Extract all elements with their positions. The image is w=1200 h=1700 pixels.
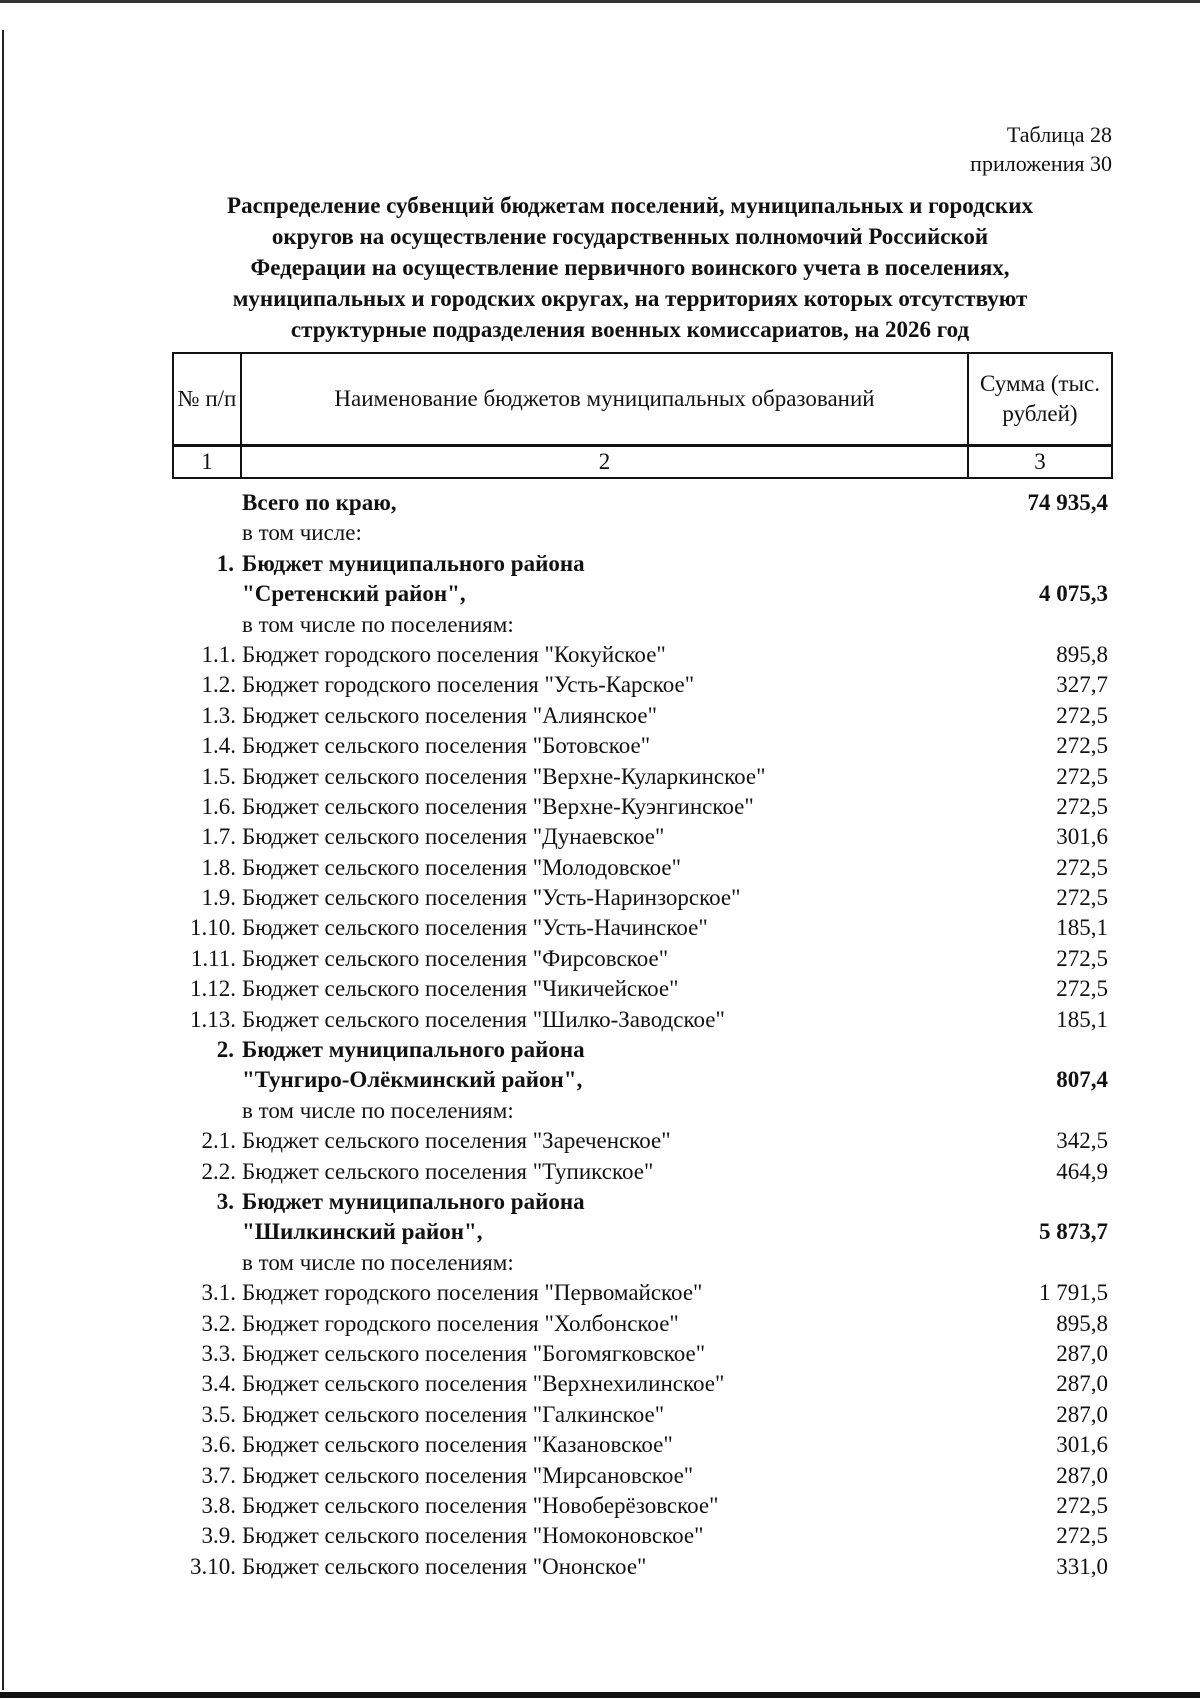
- scan-edge-left: [2, 30, 4, 1690]
- table-row: [172, 701, 1113, 731]
- row-number: 1.12.: [190, 976, 236, 1002]
- row-value: 301,6: [1056, 1432, 1108, 1458]
- row-number: 1.7.: [201, 824, 236, 850]
- row-number: 1.13.: [190, 1006, 236, 1032]
- row-number: 2.1.: [201, 1128, 236, 1154]
- table-row: [172, 853, 1113, 883]
- table-row: [172, 1339, 1113, 1369]
- row-value: 301,6: [1056, 824, 1108, 850]
- row-number: 1.10.: [190, 915, 236, 941]
- row-name: Бюджет городского поселения "Усть-Карское": [242, 672, 695, 698]
- row-number: 3.7.: [201, 1462, 236, 1488]
- header-num-1: 1: [173, 446, 241, 479]
- row-number: 1.4.: [201, 733, 236, 759]
- table-row: [172, 579, 1113, 609]
- row-name: "Сретенский район",: [242, 581, 466, 607]
- table-row: [172, 1065, 1113, 1095]
- table-row: [172, 1430, 1113, 1460]
- row-number: 3.8.: [201, 1492, 236, 1518]
- row-value: 272,5: [1056, 885, 1108, 911]
- header-col-name: Наименование бюджетов муниципальных образований: [241, 353, 968, 446]
- row-name: Бюджет сельского поселения "Верхнехилинское": [242, 1371, 725, 1397]
- row-number: 1.9.: [201, 885, 236, 911]
- row-value: 287,0: [1056, 1371, 1108, 1397]
- row-number: 3.10.: [190, 1553, 236, 1579]
- header-col-sum: Сумма (тыс. рублей): [968, 353, 1112, 446]
- table-row: [172, 1521, 1113, 1551]
- row-value: 272,5: [1056, 976, 1108, 1002]
- row-name: Бюджет сельского поселения "Верхне-Куларкинское": [242, 763, 766, 789]
- row-name: Бюджет сельского поселения "Усть-Начинское": [242, 915, 708, 941]
- row-name: Бюджет сельского поселения "Чикичейское": [242, 976, 679, 1002]
- header-col-number: № п/п: [173, 353, 241, 446]
- row-number: 3.1.: [201, 1280, 236, 1306]
- table-row: [172, 1035, 1113, 1065]
- row-value: 895,8: [1056, 1310, 1108, 1336]
- header-num-3: 3: [968, 446, 1112, 479]
- table-header: [172, 352, 1113, 479]
- table-row: [172, 518, 1113, 548]
- table-row: [172, 1157, 1113, 1187]
- row-value: 287,0: [1056, 1340, 1108, 1366]
- row-name: Бюджет сельского поселения "Верхне-Куэнгинское": [242, 793, 754, 819]
- row-number: 1.6.: [201, 793, 236, 819]
- row-number: 3.3.: [201, 1340, 236, 1366]
- row-number: 2.2.: [201, 1158, 236, 1184]
- row-name: "Шилкинский район",: [242, 1219, 483, 1245]
- row-number: 1.11.: [190, 945, 236, 971]
- row-name: Бюджет сельского поселения "Мирсановское": [242, 1462, 694, 1488]
- row-name: Бюджет муниципального района: [242, 1188, 585, 1214]
- table-row: [172, 670, 1113, 700]
- caption-table-number: Таблица 28: [1006, 122, 1112, 147]
- row-name: Бюджет сельского поселения "Галкинское": [242, 1401, 665, 1427]
- row-name: Бюджет сельского поселения "Богомягковское": [242, 1340, 706, 1366]
- row-value: 4 075,3: [1039, 581, 1108, 607]
- table-body: [172, 488, 1113, 1582]
- row-value: 464,9: [1056, 1158, 1108, 1184]
- table-row: [172, 1096, 1113, 1126]
- row-number: 3.9.: [201, 1523, 236, 1549]
- row-number: 1.3.: [201, 702, 236, 728]
- table-row: [172, 1491, 1113, 1521]
- row-name: Бюджет сельского поселения "Усть-Наринзорское": [242, 885, 741, 911]
- row-value: 272,5: [1056, 793, 1108, 819]
- table-row: [172, 1278, 1113, 1308]
- row-value: 185,1: [1056, 915, 1108, 941]
- row-name: Бюджет сельского поселения "Казановское": [242, 1432, 673, 1458]
- row-name: Бюджет сельского поселения "Ботовское": [242, 733, 651, 759]
- row-name: в том числе:: [242, 520, 362, 546]
- row-number: 2.: [216, 1037, 234, 1063]
- table-row: [172, 640, 1113, 670]
- table-row: [172, 1400, 1113, 1430]
- table-row: [172, 822, 1113, 852]
- row-number: 1.1.: [201, 641, 236, 667]
- row-name: Бюджет сельского поселения "Дунаевское": [242, 824, 665, 850]
- row-number: 1.2.: [201, 672, 236, 698]
- row-value: 327,7: [1056, 672, 1108, 698]
- row-name: Всего по краю,: [242, 490, 397, 515]
- document-title: [150, 190, 1110, 345]
- row-value: 272,5: [1056, 945, 1108, 971]
- row-value: 807,4: [1056, 1067, 1108, 1093]
- row-name: Бюджет сельского поселения "Фирсовское": [242, 945, 669, 971]
- row-number: 1.5.: [201, 763, 236, 789]
- row-name: Бюджет городского поселения "Первомайское": [242, 1280, 703, 1306]
- row-value: 272,5: [1056, 1523, 1108, 1549]
- table-row: [172, 731, 1113, 761]
- row-value: 272,5: [1056, 763, 1108, 789]
- row-name: в том числе по поселениям:: [242, 1249, 514, 1275]
- row-name: Бюджет муниципального района: [242, 550, 585, 576]
- row-value: 895,8: [1056, 641, 1108, 667]
- row-value: 74 935,4: [1027, 490, 1108, 515]
- table-row: [172, 1309, 1113, 1339]
- row-number: 1.: [216, 550, 234, 576]
- row-value: 272,5: [1056, 854, 1108, 880]
- row-name: Бюджет городского поселения "Кокуйское": [242, 641, 666, 667]
- table-row: [172, 762, 1113, 792]
- table-row: [172, 883, 1113, 913]
- table-caption: [970, 120, 1112, 178]
- table-row: [172, 610, 1113, 640]
- row-value: 272,5: [1056, 733, 1108, 759]
- row-value: 272,5: [1056, 1492, 1108, 1518]
- table-row: [172, 1552, 1113, 1582]
- row-name: Бюджет сельского поселения "Шилко-Заводское": [242, 1006, 725, 1032]
- table-row: [172, 1461, 1113, 1491]
- row-value: 342,5: [1056, 1128, 1108, 1154]
- row-value: 331,0: [1056, 1553, 1108, 1579]
- table-row: [172, 1126, 1113, 1156]
- row-name: Бюджет сельского поселения "Номоконовское": [242, 1523, 704, 1549]
- row-number: 3.4.: [201, 1371, 236, 1397]
- row-value: 185,1: [1056, 1006, 1108, 1032]
- title-line: структурные подразделения военных комиссариатов, на 2026 год: [290, 317, 970, 342]
- table-row: [172, 488, 1113, 518]
- row-name: Бюджет сельского поселения "Новоберёзовское": [242, 1492, 719, 1518]
- row-name: Бюджет сельского поселения "Ононское": [242, 1553, 647, 1579]
- table-row: [172, 1217, 1113, 1247]
- table-row: [172, 1005, 1113, 1035]
- row-name: Бюджет сельского поселения "Молодовское": [242, 854, 682, 880]
- row-value: 1 791,5: [1039, 1280, 1108, 1306]
- scan-edge-bottom: [0, 1692, 1200, 1698]
- caption-appendix-number: приложения 30: [970, 151, 1112, 176]
- table-row: [172, 944, 1113, 974]
- row-name: Бюджет сельского поселения "Тупикское": [242, 1158, 654, 1184]
- row-value: 287,0: [1056, 1401, 1108, 1427]
- row-name: в том числе по поселениям:: [242, 611, 514, 637]
- title-line: муниципальных и городских округах, на территориях которых отсутствуют: [232, 286, 1028, 311]
- table-row: [172, 792, 1113, 822]
- title-line: Распределение субвенций бюджетам поселений, муниципальных и городских: [227, 193, 1033, 218]
- row-number: 1.8.: [201, 854, 236, 880]
- table-row: [172, 974, 1113, 1004]
- table-row: [172, 1248, 1113, 1278]
- row-name: "Тунгиро-Олёкминский район",: [242, 1067, 583, 1093]
- table-row: [172, 913, 1113, 943]
- table-row: [172, 1187, 1113, 1217]
- table-row: [172, 1369, 1113, 1399]
- row-number: 3.5.: [201, 1401, 236, 1427]
- table-row: [172, 549, 1113, 579]
- row-name: Бюджет сельского поселения "Зареченское": [242, 1128, 671, 1154]
- row-value: 5 873,7: [1039, 1219, 1108, 1245]
- row-name: Бюджет сельского поселения "Алиянское": [242, 702, 657, 728]
- row-number: 3.: [216, 1188, 234, 1214]
- row-value: 272,5: [1056, 702, 1108, 728]
- row-number: 3.2.: [201, 1310, 236, 1336]
- row-value: 287,0: [1056, 1462, 1108, 1488]
- row-number: 3.6.: [201, 1432, 236, 1458]
- scan-edge-top: [0, 0, 1200, 3]
- title-line: округов на осуществление государственных полномочий Российской: [271, 224, 989, 249]
- row-name: Бюджет муниципального района: [242, 1037, 585, 1063]
- header-num-2: 2: [241, 446, 968, 479]
- row-name: в том числе по поселениям:: [242, 1097, 514, 1123]
- title-line: Федерации на осуществление первичного воинского учета в поселениях,: [250, 255, 1010, 280]
- row-name: Бюджет городского поселения "Холбонское": [242, 1310, 679, 1336]
